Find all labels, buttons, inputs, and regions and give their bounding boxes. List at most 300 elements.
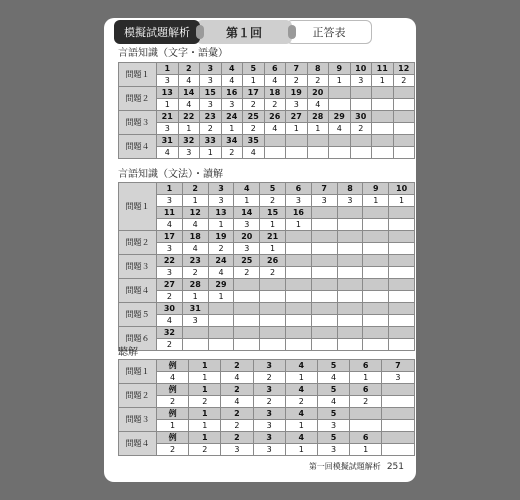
question-number-cell (337, 231, 363, 243)
answer-cell (337, 219, 363, 231)
question-number-cell: 例 (157, 432, 189, 444)
answer-cell (393, 123, 415, 135)
question-number-cell (382, 384, 414, 396)
answer-cell (285, 291, 311, 303)
answer-cell (337, 291, 363, 303)
question-group-label: 問題３ (119, 111, 157, 135)
question-number-row (119, 303, 415, 315)
question-number-cell: 21 (157, 111, 179, 123)
answer-row (119, 99, 415, 111)
question-number-cell: 7 (382, 360, 414, 372)
answer-row (119, 420, 415, 432)
answer-row (119, 291, 415, 303)
answer-cell (260, 315, 286, 327)
question-number-cell: 20 (307, 87, 329, 99)
question-number-cell: 2 (221, 408, 253, 420)
answer-cell: 3 (157, 123, 179, 135)
question-number-cell: 1 (189, 360, 221, 372)
answer-cell: 2 (393, 75, 415, 87)
answer-cell (311, 219, 337, 231)
answer-cell: 4 (317, 372, 349, 384)
question-number-cell: 6 (285, 183, 311, 195)
question-number-cell: 20 (234, 231, 260, 243)
question-number-cell (260, 279, 286, 291)
answer-cell: 4 (178, 99, 200, 111)
question-number-row (119, 135, 415, 147)
question-number-cell: 30 (157, 303, 183, 315)
question-number-cell (208, 327, 234, 339)
question-number-cell: 34 (221, 135, 243, 147)
answer-cell: 3 (285, 195, 311, 207)
question-number-cell: 4 (234, 183, 260, 195)
answer-cell: 3 (221, 444, 253, 456)
question-number-cell: 1 (189, 384, 221, 396)
answer-cell: 1 (178, 123, 200, 135)
answer-row (119, 75, 415, 87)
question-number-cell (382, 408, 414, 420)
answer-cell: 1 (157, 420, 189, 432)
answer-cell: 1 (285, 444, 317, 456)
question-number-cell: 3 (208, 183, 234, 195)
question-number-cell: 35 (243, 135, 265, 147)
answer-cell: 2 (208, 243, 234, 255)
answer-cell: 1 (208, 219, 234, 231)
answer-cell: 2 (182, 267, 208, 279)
answer-cell: 3 (253, 420, 285, 432)
answer-row (119, 147, 415, 159)
question-group-label: 問題３ (119, 408, 157, 432)
question-group-label: 問題５ (119, 303, 157, 327)
answer-cell: 4 (317, 396, 349, 408)
answer-cell (311, 243, 337, 255)
answer-cell: 4 (264, 75, 286, 87)
answer-cell: 1 (307, 123, 329, 135)
question-group-label: 問題１ (119, 63, 157, 87)
question-number-cell: 例 (157, 408, 189, 420)
question-number-cell (285, 255, 311, 267)
question-number-cell: 13 (208, 207, 234, 219)
question-number-cell (363, 279, 389, 291)
section-title: 言語知識（文法）・讀解 (118, 169, 223, 180)
answer-cell: 2 (307, 75, 329, 87)
question-number-cell: 3 (253, 432, 285, 444)
answer-cell: 1 (221, 123, 243, 135)
question-number-cell (389, 231, 415, 243)
question-number-cell (260, 303, 286, 315)
answer-cell (329, 147, 351, 159)
answer-cell: 4 (157, 147, 179, 159)
answer-cell: 1 (189, 372, 221, 384)
question-number-cell: 2 (178, 63, 200, 75)
question-number-cell: 3 (200, 63, 222, 75)
answer-cell (393, 99, 415, 111)
answer-cell: 1 (260, 243, 286, 255)
answer-cell (285, 339, 311, 351)
answer-cell (389, 315, 415, 327)
answer-cell: 2 (157, 291, 183, 303)
question-number-cell (264, 135, 286, 147)
answer-cell: 1 (372, 75, 394, 87)
question-number-cell (311, 279, 337, 291)
answer-cell: 1 (260, 219, 286, 231)
question-number-cell: 19 (208, 231, 234, 243)
answer-cell (311, 267, 337, 279)
question-number-cell (337, 255, 363, 267)
answer-cell (393, 147, 415, 159)
page-number: 251 (386, 461, 404, 472)
answer-cell: 3 (234, 243, 260, 255)
answer-cell: 3 (221, 99, 243, 111)
answer-cell: 2 (264, 99, 286, 111)
answer-cell: 2 (285, 396, 317, 408)
answer-cell: 1 (200, 147, 222, 159)
question-number-row (119, 327, 415, 339)
answer-cell (264, 147, 286, 159)
answer-row (119, 243, 415, 255)
question-number-cell: 27 (157, 279, 183, 291)
answer-cell (382, 444, 414, 456)
answer-cell (311, 339, 337, 351)
answer-cell: 3 (382, 372, 414, 384)
question-number-cell (382, 432, 414, 444)
answer-cell: 3 (178, 147, 200, 159)
answer-cell: 2 (157, 339, 183, 351)
answer-row (119, 444, 415, 456)
question-number-cell (350, 408, 382, 420)
question-number-cell (363, 303, 389, 315)
answer-cell: 1 (329, 75, 351, 87)
answer-cell: 3 (157, 243, 183, 255)
question-number-cell: 1 (189, 408, 221, 420)
answer-cell: 1 (286, 123, 308, 135)
answer-cell: 3 (350, 75, 372, 87)
question-number-cell (350, 135, 372, 147)
question-number-cell (389, 255, 415, 267)
question-number-cell: 19 (286, 87, 308, 99)
answer-cell: 2 (243, 99, 265, 111)
answer-cell (382, 420, 414, 432)
answer-cell (337, 315, 363, 327)
question-number-cell: 例 (157, 360, 189, 372)
question-number-cell (393, 87, 415, 99)
question-number-cell: 9 (329, 63, 351, 75)
question-number-cell: 33 (200, 135, 222, 147)
question-number-cell: 例 (157, 384, 189, 396)
page-footer (309, 461, 404, 472)
answer-table (118, 182, 415, 351)
answer-cell: 3 (208, 195, 234, 207)
question-number-cell: 22 (157, 255, 183, 267)
section-title: 言語知識（文字・語彙） (118, 48, 228, 59)
question-number-cell: 16 (221, 87, 243, 99)
answer-cell: 2 (350, 123, 372, 135)
answer-cell: 2 (221, 147, 243, 159)
question-number-cell: 31 (182, 303, 208, 315)
question-number-row (119, 63, 415, 75)
answer-cell: 3 (157, 267, 183, 279)
question-number-cell (393, 135, 415, 147)
answer-cell (389, 219, 415, 231)
answer-row (119, 123, 415, 135)
answer-cell (208, 339, 234, 351)
question-number-cell (182, 327, 208, 339)
answer-cell: 4 (157, 219, 183, 231)
answer-cell (234, 291, 260, 303)
question-number-row (119, 255, 415, 267)
answer-cell (234, 339, 260, 351)
answer-cell: 1 (234, 195, 260, 207)
answer-cell: 1 (285, 420, 317, 432)
question-group-label: 問題６ (119, 327, 157, 351)
answer-cell: 4 (243, 147, 265, 159)
question-number-cell: 10 (350, 63, 372, 75)
question-number-cell: 24 (208, 255, 234, 267)
question-number-cell (350, 87, 372, 99)
question-number-cell: 31 (157, 135, 179, 147)
answer-cell: 3 (311, 195, 337, 207)
question-group-label: 問題２ (119, 231, 157, 255)
question-number-cell (285, 303, 311, 315)
question-number-cell (363, 327, 389, 339)
answer-cell (363, 243, 389, 255)
answer-cell: 4 (178, 75, 200, 87)
question-group-label: 問題１ (119, 360, 157, 384)
answer-cell: 3 (234, 219, 260, 231)
footer-caption: 第一回模擬試題解析 (308, 462, 381, 471)
answer-cell: 2 (189, 396, 221, 408)
answer-row (119, 339, 415, 351)
question-number-cell: 28 (182, 279, 208, 291)
question-number-cell (307, 135, 329, 147)
question-number-cell: 10 (389, 183, 415, 195)
question-number-row (119, 432, 415, 444)
answer-cell (350, 147, 372, 159)
question-number-cell: 2 (221, 432, 253, 444)
answer-row (119, 195, 415, 207)
question-number-cell: 16 (285, 207, 311, 219)
answer-cell (234, 315, 260, 327)
answer-cell: 1 (285, 372, 317, 384)
question-number-cell: 4 (285, 408, 317, 420)
question-number-cell: 26 (260, 255, 286, 267)
question-number-cell: 2 (182, 183, 208, 195)
question-number-cell (329, 135, 351, 147)
answer-cell: 1 (285, 219, 311, 231)
answer-cell: 3 (157, 195, 183, 207)
question-number-cell (389, 279, 415, 291)
question-number-row (119, 207, 415, 219)
question-number-cell (260, 327, 286, 339)
question-number-cell (337, 327, 363, 339)
answer-cell: 2 (286, 75, 308, 87)
question-number-cell: 7 (286, 63, 308, 75)
question-number-cell (372, 111, 394, 123)
question-number-cell: 7 (311, 183, 337, 195)
answer-content (104, 18, 416, 482)
answer-cell: 1 (350, 444, 382, 456)
answer-cell: 4 (307, 99, 329, 111)
question-number-cell: 13 (157, 87, 179, 99)
question-number-row (119, 384, 415, 396)
question-number-cell: 5 (243, 63, 265, 75)
answer-cell (311, 291, 337, 303)
question-number-row (119, 360, 415, 372)
question-number-cell: 5 (260, 183, 286, 195)
answer-cell: 3 (317, 444, 349, 456)
section-title: 聽解 (118, 347, 138, 358)
question-number-cell: 15 (200, 87, 222, 99)
question-number-cell: 29 (329, 111, 351, 123)
answer-cell: 1 (389, 195, 415, 207)
question-number-cell: 23 (200, 111, 222, 123)
question-number-cell (329, 87, 351, 99)
answer-cell: 1 (243, 75, 265, 87)
question-number-cell (285, 279, 311, 291)
answer-cell: 4 (221, 75, 243, 87)
answer-cell (337, 339, 363, 351)
question-number-cell: 15 (260, 207, 286, 219)
question-number-cell: 5 (317, 408, 349, 420)
answer-cell (363, 339, 389, 351)
question-number-cell: 12 (182, 207, 208, 219)
question-number-cell (372, 135, 394, 147)
question-number-cell: 29 (208, 279, 234, 291)
document-page (104, 18, 416, 482)
question-number-cell: 5 (317, 384, 349, 396)
answer-cell (363, 219, 389, 231)
answer-cell (307, 147, 329, 159)
question-number-cell: 32 (178, 135, 200, 147)
question-number-cell: 1 (157, 63, 179, 75)
question-number-cell: 17 (157, 231, 183, 243)
question-number-cell: 3 (253, 360, 285, 372)
question-number-cell (286, 135, 308, 147)
answer-cell (389, 339, 415, 351)
answer-cell: 1 (189, 420, 221, 432)
question-number-cell: 25 (243, 111, 265, 123)
question-number-cell (285, 327, 311, 339)
question-number-cell: 5 (317, 432, 349, 444)
question-group-label: 問題１ (119, 183, 157, 231)
answer-cell: 2 (260, 195, 286, 207)
answer-cell (329, 99, 351, 111)
question-number-cell: 22 (178, 111, 200, 123)
question-number-cell: 4 (285, 360, 317, 372)
question-number-cell: 18 (264, 87, 286, 99)
answer-cell: 4 (264, 123, 286, 135)
question-number-cell: 21 (260, 231, 286, 243)
answer-cell (363, 291, 389, 303)
answer-cell (286, 147, 308, 159)
question-number-cell: 1 (189, 432, 221, 444)
answer-cell: 4 (221, 396, 253, 408)
answer-table (118, 62, 415, 159)
answer-cell: 2 (200, 123, 222, 135)
answer-cell: 1 (363, 195, 389, 207)
answer-cell: 2 (260, 267, 286, 279)
answer-cell (389, 243, 415, 255)
answer-cell (389, 291, 415, 303)
answer-cell: 3 (200, 75, 222, 87)
question-number-row (119, 408, 415, 420)
question-number-cell: 28 (307, 111, 329, 123)
question-number-cell: 1 (157, 183, 183, 195)
answer-cell (350, 99, 372, 111)
answer-cell: 1 (157, 99, 179, 111)
question-group-label: 問題３ (119, 255, 157, 279)
tab-mock-analysis-label: 模擬試題解析 (124, 26, 190, 39)
tab-answer-sheet-label: 正答表 (312, 26, 346, 39)
answer-cell (363, 315, 389, 327)
answer-cell: 3 (182, 315, 208, 327)
answer-cell: 1 (182, 291, 208, 303)
question-number-cell: 6 (350, 360, 382, 372)
question-number-cell: 2 (221, 360, 253, 372)
question-number-cell: 3 (253, 408, 285, 420)
question-number-cell (389, 327, 415, 339)
question-number-cell (285, 231, 311, 243)
question-number-cell (393, 111, 415, 123)
answer-cell: 1 (208, 291, 234, 303)
question-number-cell (311, 231, 337, 243)
question-number-cell: 11 (372, 63, 394, 75)
answer-cell: 4 (208, 267, 234, 279)
question-number-cell: 32 (157, 327, 183, 339)
answer-cell (372, 123, 394, 135)
question-number-cell (337, 207, 363, 219)
answer-row (119, 396, 415, 408)
answer-cell: 2 (189, 444, 221, 456)
answer-cell: 4 (157, 372, 189, 384)
answer-cell: 2 (253, 396, 285, 408)
answer-cell: 3 (337, 195, 363, 207)
question-number-cell: 5 (317, 360, 349, 372)
answer-table (118, 359, 415, 456)
answer-cell (285, 315, 311, 327)
answer-cell (285, 267, 311, 279)
question-number-cell (311, 207, 337, 219)
answer-cell: 4 (329, 123, 351, 135)
question-number-cell: 3 (253, 384, 285, 396)
answer-row (119, 267, 415, 279)
question-number-cell: 8 (337, 183, 363, 195)
question-number-cell (311, 303, 337, 315)
answer-cell: 4 (221, 372, 253, 384)
question-number-cell (363, 255, 389, 267)
question-number-cell (363, 207, 389, 219)
question-group-label: 問題４ (119, 279, 157, 303)
answer-cell (260, 339, 286, 351)
answer-cell: 2 (157, 396, 189, 408)
question-number-cell: 4 (285, 384, 317, 396)
answer-cell (337, 243, 363, 255)
question-number-cell (337, 303, 363, 315)
answer-cell: 4 (157, 315, 183, 327)
question-number-row (119, 87, 415, 99)
question-number-cell (234, 279, 260, 291)
question-number-cell: 30 (350, 111, 372, 123)
answer-cell: 2 (350, 396, 382, 408)
tab-round-label: 第１回 (225, 25, 262, 40)
question-number-cell: 14 (234, 207, 260, 219)
answer-cell: 2 (234, 267, 260, 279)
question-number-cell (208, 303, 234, 315)
question-group-label: 問題２ (119, 384, 157, 408)
question-number-cell (389, 303, 415, 315)
question-number-cell: 24 (221, 111, 243, 123)
answer-cell: 2 (243, 123, 265, 135)
question-number-cell: 8 (307, 63, 329, 75)
